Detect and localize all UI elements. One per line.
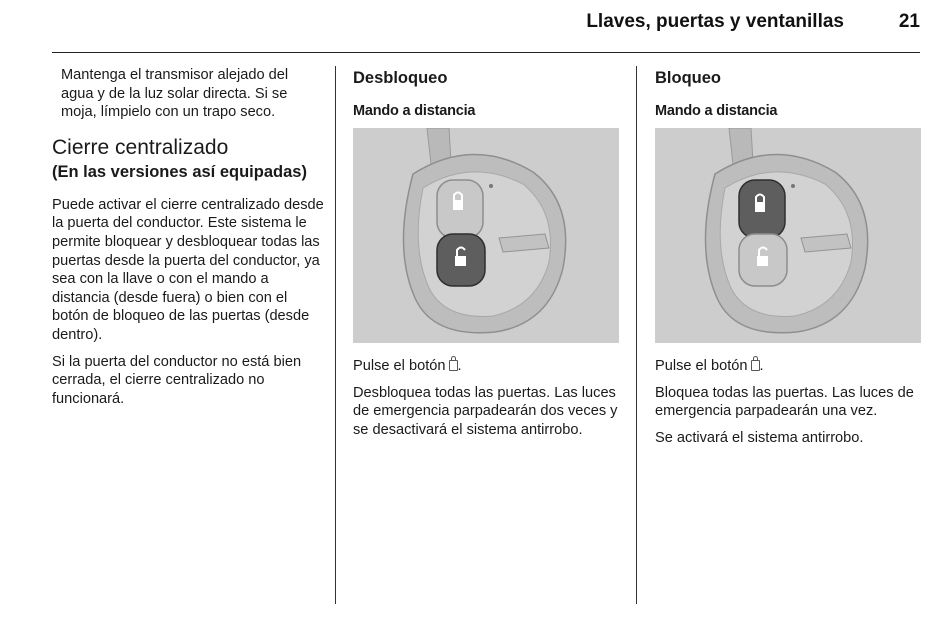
lock-description-2: Se activará el sistema antirrobo. <box>655 429 864 446</box>
header-title: Llaves, puertas y ventanillas <box>586 11 844 32</box>
section-title: Cierre centralizado <box>52 135 229 159</box>
body-paragraph: Si la puerta del conductor no está bien cerrada, el cierre centralizado no funcionará. <box>52 353 302 407</box>
column-left <box>52 66 324 416</box>
unlock-icon <box>449 360 458 371</box>
page-number: 21 <box>898 11 920 32</box>
lock-description: Bloquea todas las puertas. Las luces de emergencia parpadearán una vez. <box>655 384 914 420</box>
intro-paragraph: Mantenga el transmisor alejado del agua y de la luz solar directa. Si se moja, límpielo con un trapo seco. <box>61 67 289 121</box>
page-header <box>0 0 950 54</box>
column-middle <box>353 66 619 447</box>
unlock-description: Desbloquea todas las puertas. Las luces de emergencia parpadearán dos veces y se desactivará el sistema antirrobo. <box>353 384 618 438</box>
lock-subheading: Mando a distancia <box>655 103 778 119</box>
column-divider <box>636 66 637 604</box>
header-rule <box>52 52 920 53</box>
section-subtitle: (En las versiones así equipadas) <box>52 162 307 181</box>
lock-instruction: Pulse el botón . <box>655 358 764 374</box>
unlock-instruction: Pulse el botón . <box>353 358 462 374</box>
key-fob-lock-illustration <box>655 128 921 343</box>
column-divider <box>335 66 336 604</box>
body-paragraph: Puede activar el cierre centralizado desde la puerta del conductor. Este sistema le permite bloquear y desbloquear todas las puertas desde la puerta del conductor, ya sea con la llave o con el mando a distancia (desde fuera) o bien con el botón de bloqueo de las puertas (desde dentro). <box>52 196 324 343</box>
unlock-heading: Desbloqueo <box>353 69 448 87</box>
unlock-subheading: Mando a distancia <box>353 103 476 119</box>
column-right <box>655 66 921 455</box>
lock-heading: Bloqueo <box>655 69 721 87</box>
key-fob-unlock-illustration <box>353 128 619 343</box>
lock-icon <box>751 360 760 371</box>
